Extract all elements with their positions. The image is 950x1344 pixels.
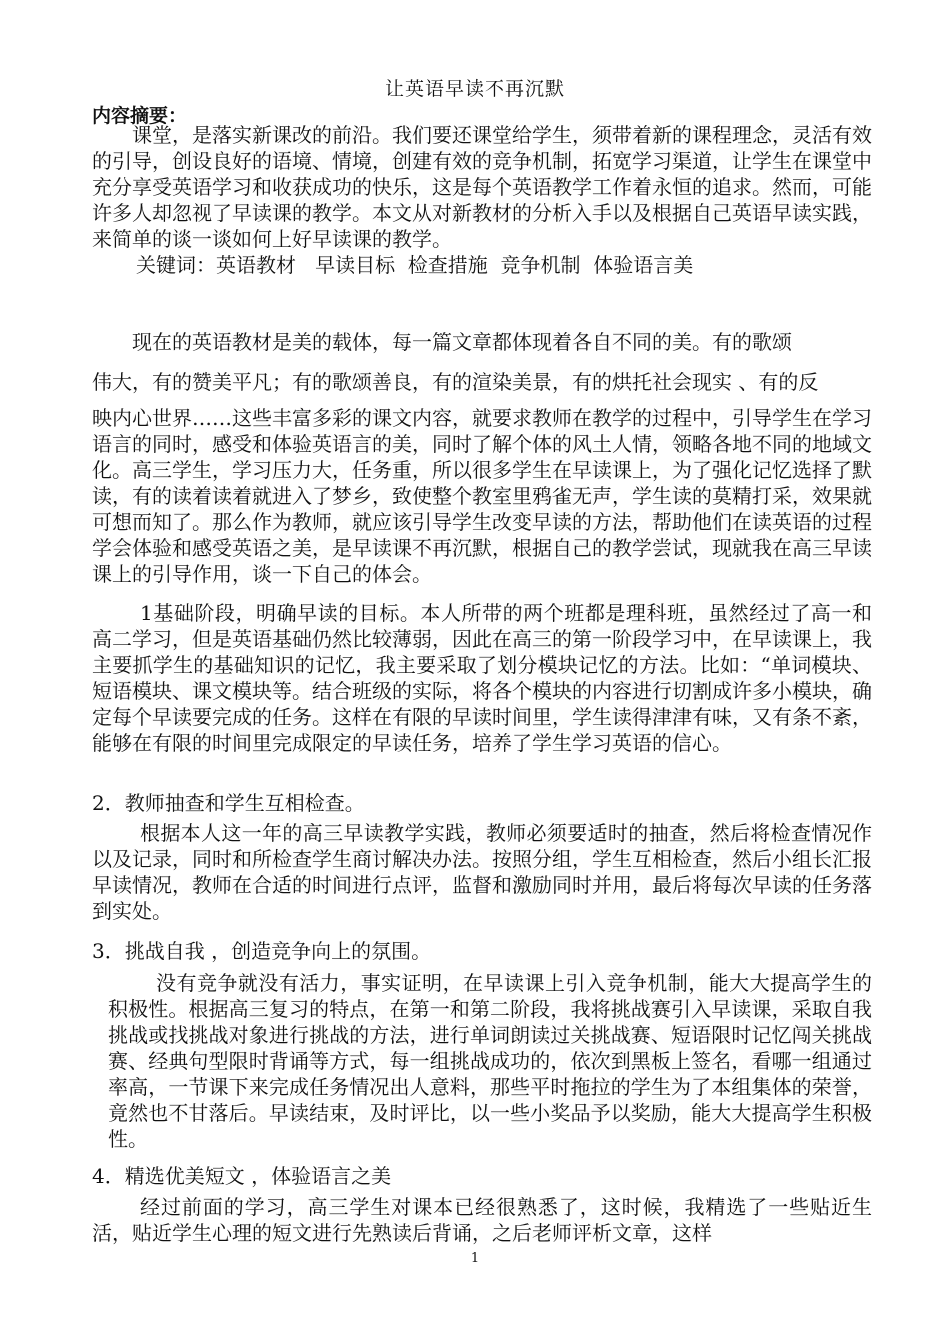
abstract-paragraph bbox=[92, 122, 872, 252]
section-2-heading: 2．教师抽查和学生互相检查。 bbox=[92, 791, 365, 815]
section-3-paragraph bbox=[108, 970, 872, 1152]
keywords-line: 关键词：英语教材 早读目标 检查措施 竞争机制 体验语言美 bbox=[136, 253, 694, 277]
intro-line-2: 伟大，有的赞美平凡；有的歌颂善良，有的渲染美景，有的烘托社会现实 、有的反 bbox=[92, 370, 819, 394]
section-1-paragraph bbox=[92, 600, 872, 756]
section-2-text: 根据本人这一年的高三早读教学实践，教师必须要适时的抽查，然后将检查情况作以及记录，同时和所检查学生商讨解决办法。按照分组，学生互相检查，然后小组长汇报早读情况，教师在合适的时间进行点评，监督和激励同时并用，最后将每次早读的任务落到实处。 bbox=[92, 821, 872, 923]
section-2-paragraph bbox=[92, 820, 872, 924]
section-3-text: 没有竞争就没有活力，事实证明，在早读课上引入竞争机制，能大大提高学生的积极性。根据高三复习的特点，在第一和第二阶段，我将挑战赛引入早读课，采取自我挑战或找挑战对象进行挑战的方法，进行单词朗读过关挑战赛、短语限时记忆闯关挑战赛、经典句型限时背诵等方式，每一组挑战成功的，依次到黑板上签名，看哪一组通过率高，一节课下来完成任务情况出人意料，那些平时拖拉的学生为了本组集体的荣誉，竟然也不甘落后。早读结束，及时评比，以一些小奖品予以奖励，能大大提高学生积极性。 bbox=[108, 971, 872, 1151]
intro-rest: 映内心世界……这些丰富多彩的课文内容，就要求教师在教学的过程中，引导学生在学习语言的同时，感受和体验英语言的美，同时了解个体的风土人情，领略各地不同的地域文化。高三学生，学习压力大，任务重，所以很多学生在早读课上，为了强化记忆选择了默读，有的读着读着就进入了梦乡，致使整个教室里鸦雀无声，学生读的莫精打采，效果就可想而知了。那么作为教师，就应该引导学生改变早读的方法，帮助他们在读英语的过程学会体验和感受英语之美，是早读课不再沉默，根据自己的教学尝试，现就我在高三早读课上的引导作用，谈一下自己的体会。 bbox=[92, 406, 872, 586]
abstract-text: 课堂，是落实新课改的前沿。我们要还课堂给学生，须带着新的课程理念，灵活有效的引导，创设良好的语境、情境，创建有效的竞争机制，拓宽学习渠道，让学生在课堂中充分享受英语学习和收获成功的快乐，这是每个英语教学工作着永恒的追求。然而，可能许多人却忽视了早读课的教学。本文从对新教材的分析入手以及根据自己英语早读实践，来简单的谈一谈如何上好早读课的教学。 bbox=[92, 123, 872, 251]
section-3-heading: 3．挑战自我 ，创造竞争向上的氛围。 bbox=[92, 939, 432, 963]
section-1-text: 1基础阶段，明确早读的目标。本人所带的两个班都是理科班，虽然经过了高一和高二学习，但是英语基础仍然比较薄弱，因此在高三的第一阶段学习中，在早读课上，我主要抓学生的基础知识的记忆，我主要采取了划分模块记忆的方法。比如：“单词模块、短语模块、课文模块等。结合班级的实际，将各个模块的内容进行切割成许多小模块，确定每个早读要完成的任务。这样在有限的早读时间里，学生读得津津有味，又有条不紊，能够在有限的时间里完成限定的早读任务，培养了学生学习英语的信心。 bbox=[92, 601, 872, 755]
document-title: 让英语早读不再沉默 bbox=[384, 78, 565, 100]
section-4-paragraph bbox=[92, 1194, 872, 1246]
section-4-heading: 4．精选优美短文 ，体验语言之美 bbox=[92, 1164, 392, 1188]
section-4-text: 经过前面的学习，高三学生对课本已经很熟悉了，这时候，我精选了一些贴近生活，贴近学生心理的短文进行先熟读后背诵，之后老师评析文章，这样 bbox=[92, 1195, 872, 1245]
intro-continued bbox=[92, 405, 872, 587]
intro-paragraph bbox=[92, 322, 872, 402]
intro-line-1: 现在的英语教材是美的载体，每一篇文章都体现着各自不同的美。有的歌颂 bbox=[132, 330, 792, 354]
page-number: 1 bbox=[470, 1251, 480, 1266]
abstract-heading: 内容摘要： bbox=[92, 105, 188, 127]
